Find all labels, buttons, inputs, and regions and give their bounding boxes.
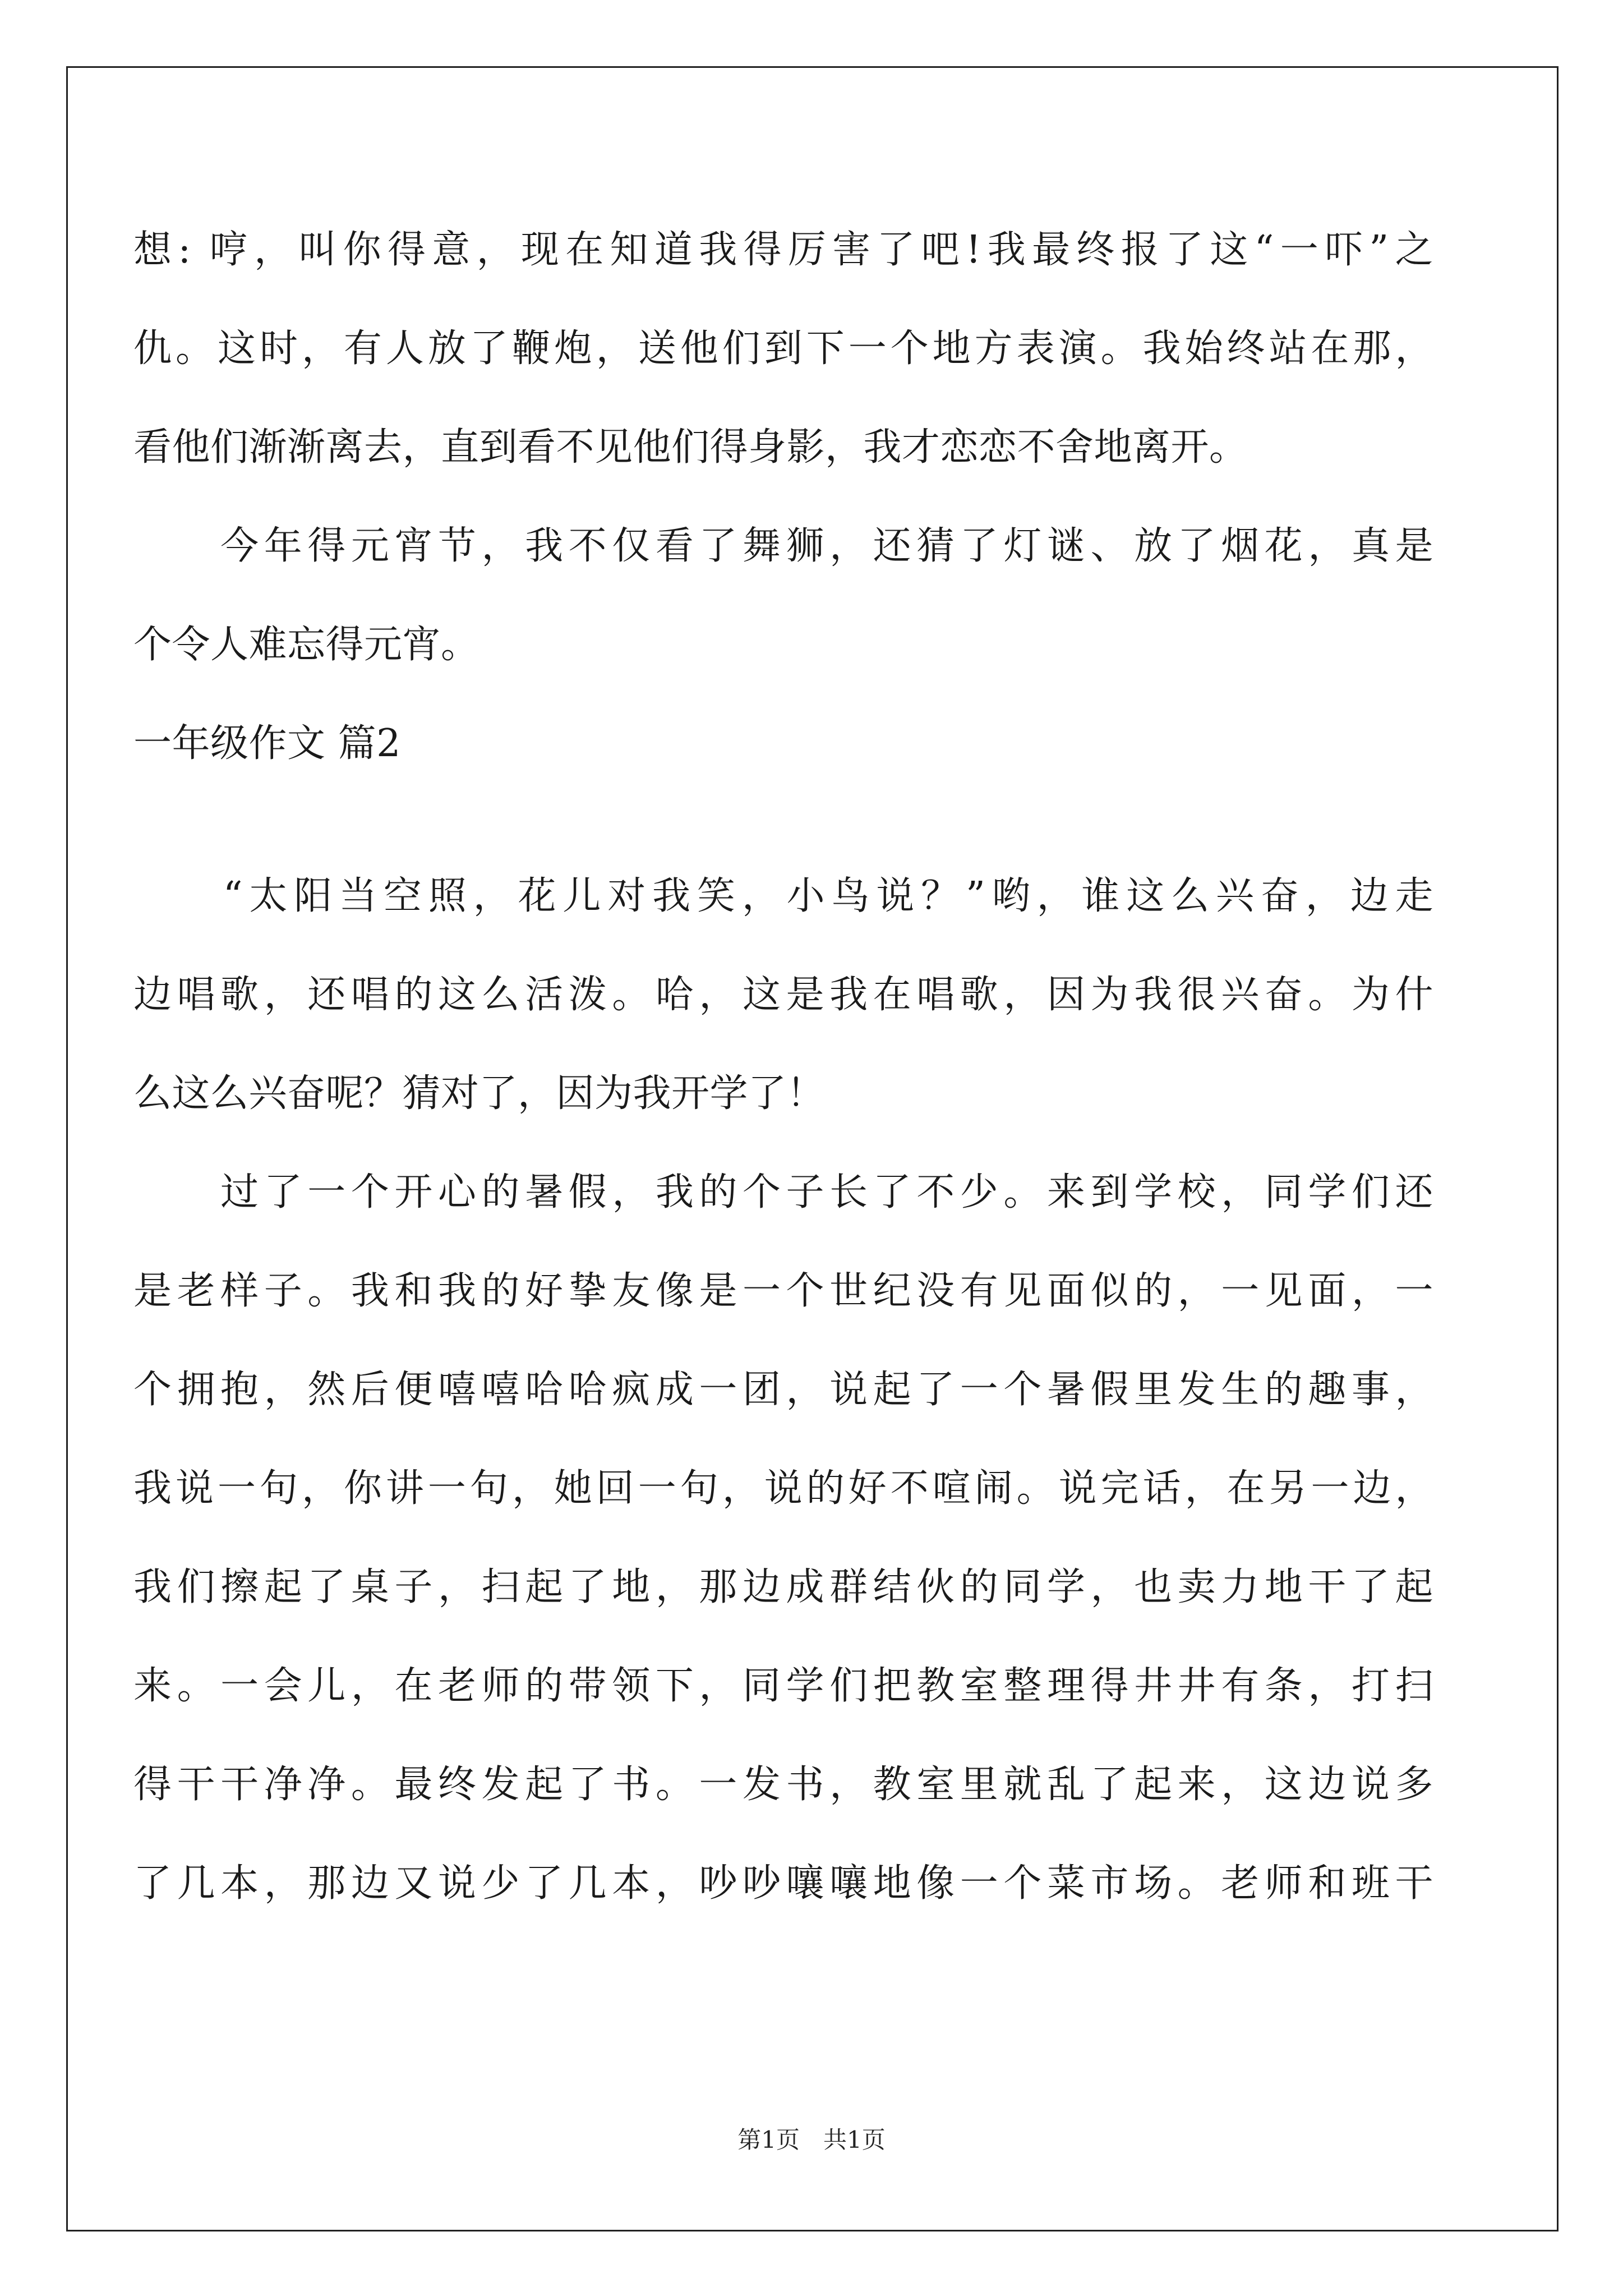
- text-line: 个拥抱，然后便嘻嘻哈哈疯成一团，说起了一个暑假里发生的趣事，: [133, 1368, 1433, 1412]
- text-line: 过了一个开心的暑假，我的个子长了不少。来到学校，同学们还: [133, 1170, 1433, 1214]
- text-line: 边唱歌，还唱的这么活泼。哈，这是我在唱歌，因为我很兴奋。为什: [133, 973, 1433, 1017]
- text-line: 仇。这时，有人放了鞭炮，送他们到下一个地方表演。我始终站在那，: [133, 326, 1433, 371]
- text-line: 我说一句，你讲一句，她回一句，说的好不喧闹。说完话，在另一边，: [133, 1466, 1433, 1511]
- text-line: 想: 哼，叫你得意，现在知道我得厉害了吧!我最终报了这“一吓”之: [133, 228, 1433, 272]
- section-heading: 一年级作文 篇2: [133, 721, 401, 766]
- text-line: 看他们渐渐离去，直到看不见他们得身影，我才恋恋不舍地离开。: [133, 425, 1248, 470]
- text-line: 来。一会儿，在老师的带领下，同学们把教室整理得井井有条，打扫: [133, 1664, 1433, 1708]
- page-number-footer: 第1页 共1页: [737, 2126, 886, 2154]
- text-line: 个令人难忘得元宵。: [133, 623, 479, 667]
- text-line: 我们擦起了桌子，扫起了地，那边成群结伙的同学，也卖力地干了起: [133, 1565, 1433, 1609]
- text-line: 今年得元宵节，我不仅看了舞狮，还猜了灯谜、放了烟花，真是: [133, 524, 1433, 568]
- text-line: 么这么兴奋呢？猜对了，因为我开学了！: [133, 1071, 826, 1116]
- text-line: 得干干净净。最终发起了书。一发书，教室里就乱了起来，这边说多: [133, 1763, 1433, 1807]
- text-line: “太阳当空照，花儿对我笑，小鸟说？”哟，谁这么兴奋，边走: [133, 874, 1433, 918]
- text-line: 是老样子。我和我的好挚友像是一个世纪没有见面似的，一见面，一: [133, 1269, 1433, 1313]
- text-line: 了几本，那边又说少了几本，吵吵嚷嚷地像一个菜市场。老师和班干: [133, 1861, 1433, 1906]
